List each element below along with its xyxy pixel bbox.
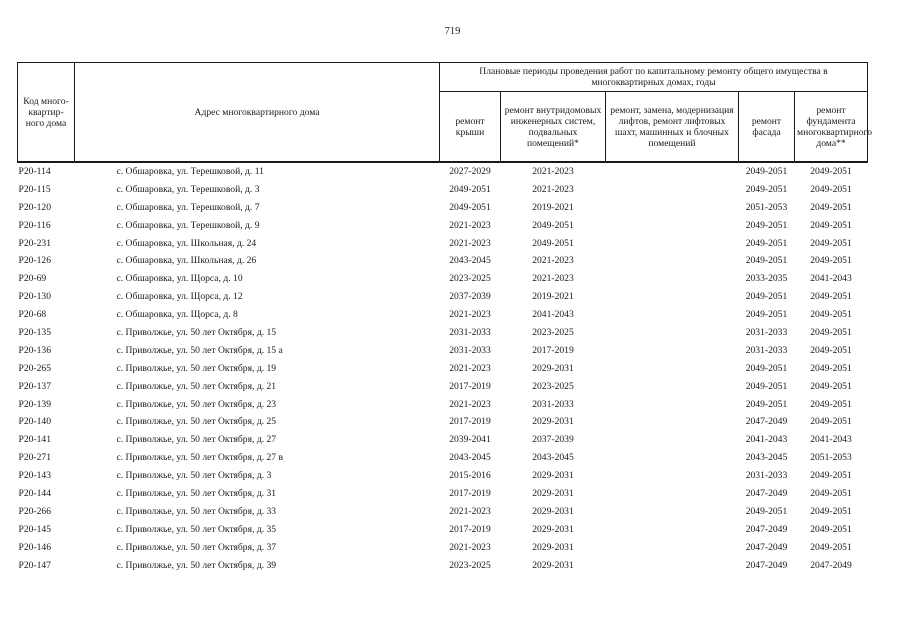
cell-engineering: 2021-2023 <box>532 255 574 267</box>
table-row <box>18 396 868 414</box>
table-row <box>18 503 868 521</box>
cell-roof: 2021-2023 <box>449 505 491 517</box>
cell-code: Р20-126 <box>18 255 52 267</box>
cell-code: Р20-144 <box>18 487 52 499</box>
cell-roof: 2017-2019 <box>449 380 491 392</box>
cell-address: с. Приволжье, ул. 50 лет Октября, д. 19 <box>116 362 277 374</box>
cell-lifts <box>606 539 739 557</box>
cell-code: Р20-115 <box>18 183 51 195</box>
cell-code: Р20-265 <box>18 362 52 374</box>
table-row <box>18 181 868 199</box>
cell-roof: 2021-2023 <box>449 541 491 553</box>
header-address: Адрес многоквартирного дома <box>75 63 440 163</box>
cell-facade: 2049-2051 <box>745 505 788 517</box>
cell-roof: 2031-2033 <box>449 344 491 356</box>
table-row <box>18 324 868 342</box>
table-row <box>18 467 868 485</box>
cell-engineering: 2023-2025 <box>532 380 574 392</box>
cell-lifts <box>606 235 739 253</box>
cell-foundation: 2049-2051 <box>810 344 852 356</box>
cell-engineering: 2043-2045 <box>532 452 574 464</box>
cell-facade: 2031-2033 <box>745 344 788 356</box>
cell-code: Р20-139 <box>18 398 52 410</box>
cell-address: с. Приволжье, ул. 50 лет Октября, д. 37 <box>116 541 277 553</box>
cell-address: с. Приволжье, ул. 50 лет Октября, д. 35 <box>116 523 277 535</box>
cell-facade: 2049-2051 <box>745 237 788 249</box>
cell-code: Р20-120 <box>18 201 52 213</box>
cell-lifts <box>606 413 739 431</box>
header-lifts: ремонт, замена, модернизация лифтов, ремонт лифтовых шахт, машинных и блочных помещений <box>606 92 739 163</box>
cell-lifts <box>606 199 739 217</box>
cell-lifts <box>606 485 739 503</box>
cell-facade: 2049-2051 <box>745 255 788 267</box>
cell-roof: 2017-2019 <box>449 416 491 428</box>
cell-foundation: 2049-2051 <box>810 416 852 428</box>
header-facade: ремонт фасада <box>739 92 795 163</box>
cell-lifts <box>606 181 739 199</box>
cell-facade: 2047-2049 <box>745 541 788 553</box>
table-row <box>18 306 868 324</box>
cell-code: Р20-146 <box>18 541 52 553</box>
cell-foundation: 2049-2051 <box>810 470 852 482</box>
cell-foundation: 2049-2051 <box>810 362 852 374</box>
cell-roof: 2037-2039 <box>449 291 491 303</box>
cell-facade: 2051-2053 <box>745 201 788 213</box>
header-engineering: ремонт внутридомовых инженерных систем, подвальных помещений* <box>501 92 606 163</box>
cell-foundation: 2049-2051 <box>810 183 852 195</box>
table-row <box>18 270 868 288</box>
cell-address: с. Приволжье, ул. 50 лет Октября, д. 21 <box>116 380 277 392</box>
cell-code: Р20-116 <box>18 219 51 231</box>
cell-lifts <box>606 396 739 414</box>
cell-engineering: 2021-2023 <box>532 165 574 177</box>
cell-roof: 2017-2019 <box>449 523 491 535</box>
cell-code: Р20-140 <box>18 416 52 428</box>
cell-facade: 2047-2049 <box>745 559 788 571</box>
cell-foundation: 2047-2049 <box>810 559 852 571</box>
header-foundation: ремонт фундамента многоквартирного дома** <box>795 92 868 163</box>
cell-roof: 2043-2045 <box>449 452 491 464</box>
cell-code: Р20-141 <box>18 434 52 446</box>
cell-address: с. Приволжье, ул. 50 лет Октября, д. 39 <box>116 559 277 571</box>
cell-roof: 2023-2025 <box>449 273 491 285</box>
cell-facade: 2049-2051 <box>745 183 788 195</box>
cell-address: с. Приволжье, ул. 50 лет Октября, д. 3 <box>116 470 272 482</box>
cell-address: с. Приволжье, ул. 50 лет Октября, д. 33 <box>116 505 277 517</box>
cell-roof: 2021-2023 <box>449 398 491 410</box>
cell-foundation: 2049-2051 <box>810 398 852 410</box>
cell-roof: 2021-2023 <box>449 237 491 249</box>
cell-lifts <box>606 162 739 181</box>
cell-facade: 2047-2049 <box>745 523 788 535</box>
cell-roof: 2049-2051 <box>449 183 491 195</box>
table-row <box>18 342 868 360</box>
cell-address: с. Обшаровка, ул. Терешковой, д. 3 <box>116 183 260 195</box>
cell-foundation: 2049-2051 <box>810 255 852 267</box>
cell-roof: 2021-2023 <box>449 362 491 374</box>
cell-code: Р20-271 <box>18 452 52 464</box>
cell-code: Р20-130 <box>18 291 52 303</box>
cell-code: Р20-114 <box>18 165 51 177</box>
cell-address: с. Обшаровка, ул. Терешковой, д. 7 <box>116 201 260 213</box>
header-code: Код много-квартир-ного дома <box>18 63 75 163</box>
cell-engineering: 2017-2019 <box>532 344 574 356</box>
cell-address: с. Обшаровка, ул. Щорса, д. 12 <box>116 291 243 303</box>
cell-foundation: 2049-2051 <box>810 237 852 249</box>
cell-engineering: 2041-2043 <box>532 309 574 321</box>
cell-engineering: 2029-2031 <box>532 559 574 571</box>
table-row <box>18 413 868 431</box>
cell-engineering: 2029-2031 <box>532 523 574 535</box>
cell-lifts <box>606 521 739 539</box>
cell-address: с. Приволжье, ул. 50 лет Октября, д. 31 <box>116 487 277 499</box>
table-body <box>18 162 868 574</box>
cell-code: Р20-147 <box>18 559 52 571</box>
cell-lifts <box>606 431 739 449</box>
cell-engineering: 2019-2021 <box>532 291 574 303</box>
cell-roof: 2027-2029 <box>449 165 491 177</box>
cell-engineering: 2029-2031 <box>532 487 574 499</box>
cell-roof: 2017-2019 <box>449 487 491 499</box>
cell-foundation: 2041-2043 <box>810 273 852 285</box>
cell-roof: 2015-2016 <box>449 470 491 482</box>
table-row <box>18 252 868 270</box>
page-number: 719 <box>444 26 461 37</box>
table-row <box>18 449 868 467</box>
cell-foundation: 2049-2051 <box>810 380 852 392</box>
cell-engineering: 2029-2031 <box>532 362 574 374</box>
cell-facade: 2049-2051 <box>745 219 788 231</box>
cell-roof: 2043-2045 <box>449 255 491 267</box>
cell-facade: 2031-2033 <box>745 326 788 338</box>
cell-foundation: 2049-2051 <box>810 309 852 321</box>
cell-code: Р20-145 <box>18 523 52 535</box>
cell-foundation: 2049-2051 <box>810 523 852 535</box>
cell-foundation: 2049-2051 <box>810 487 852 499</box>
table-row <box>18 235 868 253</box>
cell-engineering: 2021-2023 <box>532 183 574 195</box>
table-row <box>18 431 868 449</box>
cell-facade: 2041-2043 <box>745 434 788 446</box>
cell-facade: 2049-2051 <box>745 398 788 410</box>
table-row <box>18 557 868 575</box>
cell-facade: 2033-2035 <box>745 273 788 285</box>
cell-address: с. Обшаровка, ул. Терешковой, д. 9 <box>116 219 260 231</box>
table-row <box>18 288 868 306</box>
table-row <box>18 378 868 396</box>
cell-code: Р20-137 <box>18 380 52 392</box>
cell-lifts <box>606 360 739 378</box>
cell-roof: 2049-2051 <box>449 201 491 213</box>
header-periods-group: Плановые периоды проведения работ по капитальному ремонту общего имущества в многоквартирных домах, годы <box>440 63 868 92</box>
cell-engineering: 2019-2021 <box>532 201 574 213</box>
cell-foundation: 2049-2051 <box>810 219 852 231</box>
cell-facade: 2049-2051 <box>745 165 788 177</box>
cell-lifts <box>606 467 739 485</box>
table-row <box>18 485 868 503</box>
cell-engineering: 2029-2031 <box>532 541 574 553</box>
cell-address: с. Приволжье, ул. 50 лет Октября, д. 15 а <box>116 344 283 356</box>
cell-code: Р20-136 <box>18 344 52 356</box>
cell-address: с. Приволжье, ул. 50 лет Октября, д. 27 в <box>116 452 284 464</box>
table-row <box>18 199 868 217</box>
cell-engineering: 2029-2031 <box>532 416 574 428</box>
cell-facade: 2049-2051 <box>745 362 788 374</box>
cell-code: Р20-135 <box>18 326 52 338</box>
cell-lifts <box>606 324 739 342</box>
cell-lifts <box>606 306 739 324</box>
table-row <box>18 539 868 557</box>
cell-lifts <box>606 342 739 360</box>
cell-roof: 2039-2041 <box>449 434 491 446</box>
cell-roof: 2023-2025 <box>449 559 491 571</box>
table-row <box>18 360 868 378</box>
cell-address: с. Приволжье, ул. 50 лет Октября, д. 27 <box>116 434 277 446</box>
header-roof: ремонт крыши <box>440 92 501 163</box>
table-row <box>18 521 868 539</box>
cell-facade: 2031-2033 <box>745 470 788 482</box>
cell-lifts <box>606 217 739 235</box>
cell-lifts <box>606 378 739 396</box>
cell-lifts <box>606 270 739 288</box>
cell-engineering: 2049-2051 <box>532 237 574 249</box>
cell-foundation: 2049-2051 <box>810 291 852 303</box>
cell-code: Р20-69 <box>18 273 47 285</box>
cell-facade: 2047-2049 <box>745 416 788 428</box>
table-row <box>18 162 868 181</box>
cell-foundation: 2051-2053 <box>810 452 852 464</box>
cell-facade: 2049-2051 <box>745 309 788 321</box>
cell-code: Р20-68 <box>18 309 47 321</box>
cell-engineering: 2023-2025 <box>532 326 574 338</box>
cell-engineering: 2021-2023 <box>532 273 574 285</box>
cell-lifts <box>606 252 739 270</box>
cell-lifts <box>606 288 739 306</box>
cell-foundation: 2041-2043 <box>810 434 852 446</box>
cell-code: Р20-231 <box>18 237 52 249</box>
cell-address: с. Приволжье, ул. 50 лет Октября, д. 23 <box>116 398 277 410</box>
cell-address: с. Обшаровка, ул. Школьная, д. 26 <box>116 255 257 267</box>
cell-engineering: 2049-2051 <box>532 219 574 231</box>
cell-facade: 2047-2049 <box>745 487 788 499</box>
cell-address: с. Приволжье, ул. 50 лет Октября, д. 25 <box>116 416 277 428</box>
cell-roof: 2021-2023 <box>449 219 491 231</box>
table-row <box>18 217 868 235</box>
cell-facade: 2043-2045 <box>745 452 788 464</box>
cell-code: Р20-143 <box>18 470 52 482</box>
cell-engineering: 2031-2033 <box>532 398 574 410</box>
capital-repair-table <box>17 62 873 574</box>
cell-lifts <box>606 503 739 521</box>
cell-engineering: 2029-2031 <box>532 470 574 482</box>
cell-roof: 2021-2023 <box>449 309 491 321</box>
cell-foundation: 2049-2051 <box>810 505 852 517</box>
cell-foundation: 2049-2051 <box>810 541 852 553</box>
cell-address: с. Обшаровка, ул. Школьная, д. 24 <box>116 237 257 249</box>
cell-facade: 2049-2051 <box>745 380 788 392</box>
cell-facade: 2049-2051 <box>745 291 788 303</box>
cell-roof: 2031-2033 <box>449 326 491 338</box>
cell-lifts <box>606 557 739 575</box>
cell-foundation: 2049-2051 <box>810 165 852 177</box>
cell-address: с. Обшаровка, ул. Щорса, д. 10 <box>116 273 243 285</box>
cell-foundation: 2049-2051 <box>810 326 852 338</box>
cell-lifts <box>606 449 739 467</box>
cell-address: с. Обшаровка, ул. Терешковой, д. 11 <box>116 165 264 177</box>
cell-address: с. Приволжье, ул. 50 лет Октября, д. 15 <box>116 326 277 338</box>
cell-engineering: 2037-2039 <box>532 434 574 446</box>
cell-engineering: 2029-2031 <box>532 505 574 517</box>
cell-address: с. Обшаровка, ул. Щорса, д. 8 <box>116 309 238 321</box>
cell-foundation: 2049-2051 <box>810 201 852 213</box>
cell-code: Р20-266 <box>18 505 52 517</box>
